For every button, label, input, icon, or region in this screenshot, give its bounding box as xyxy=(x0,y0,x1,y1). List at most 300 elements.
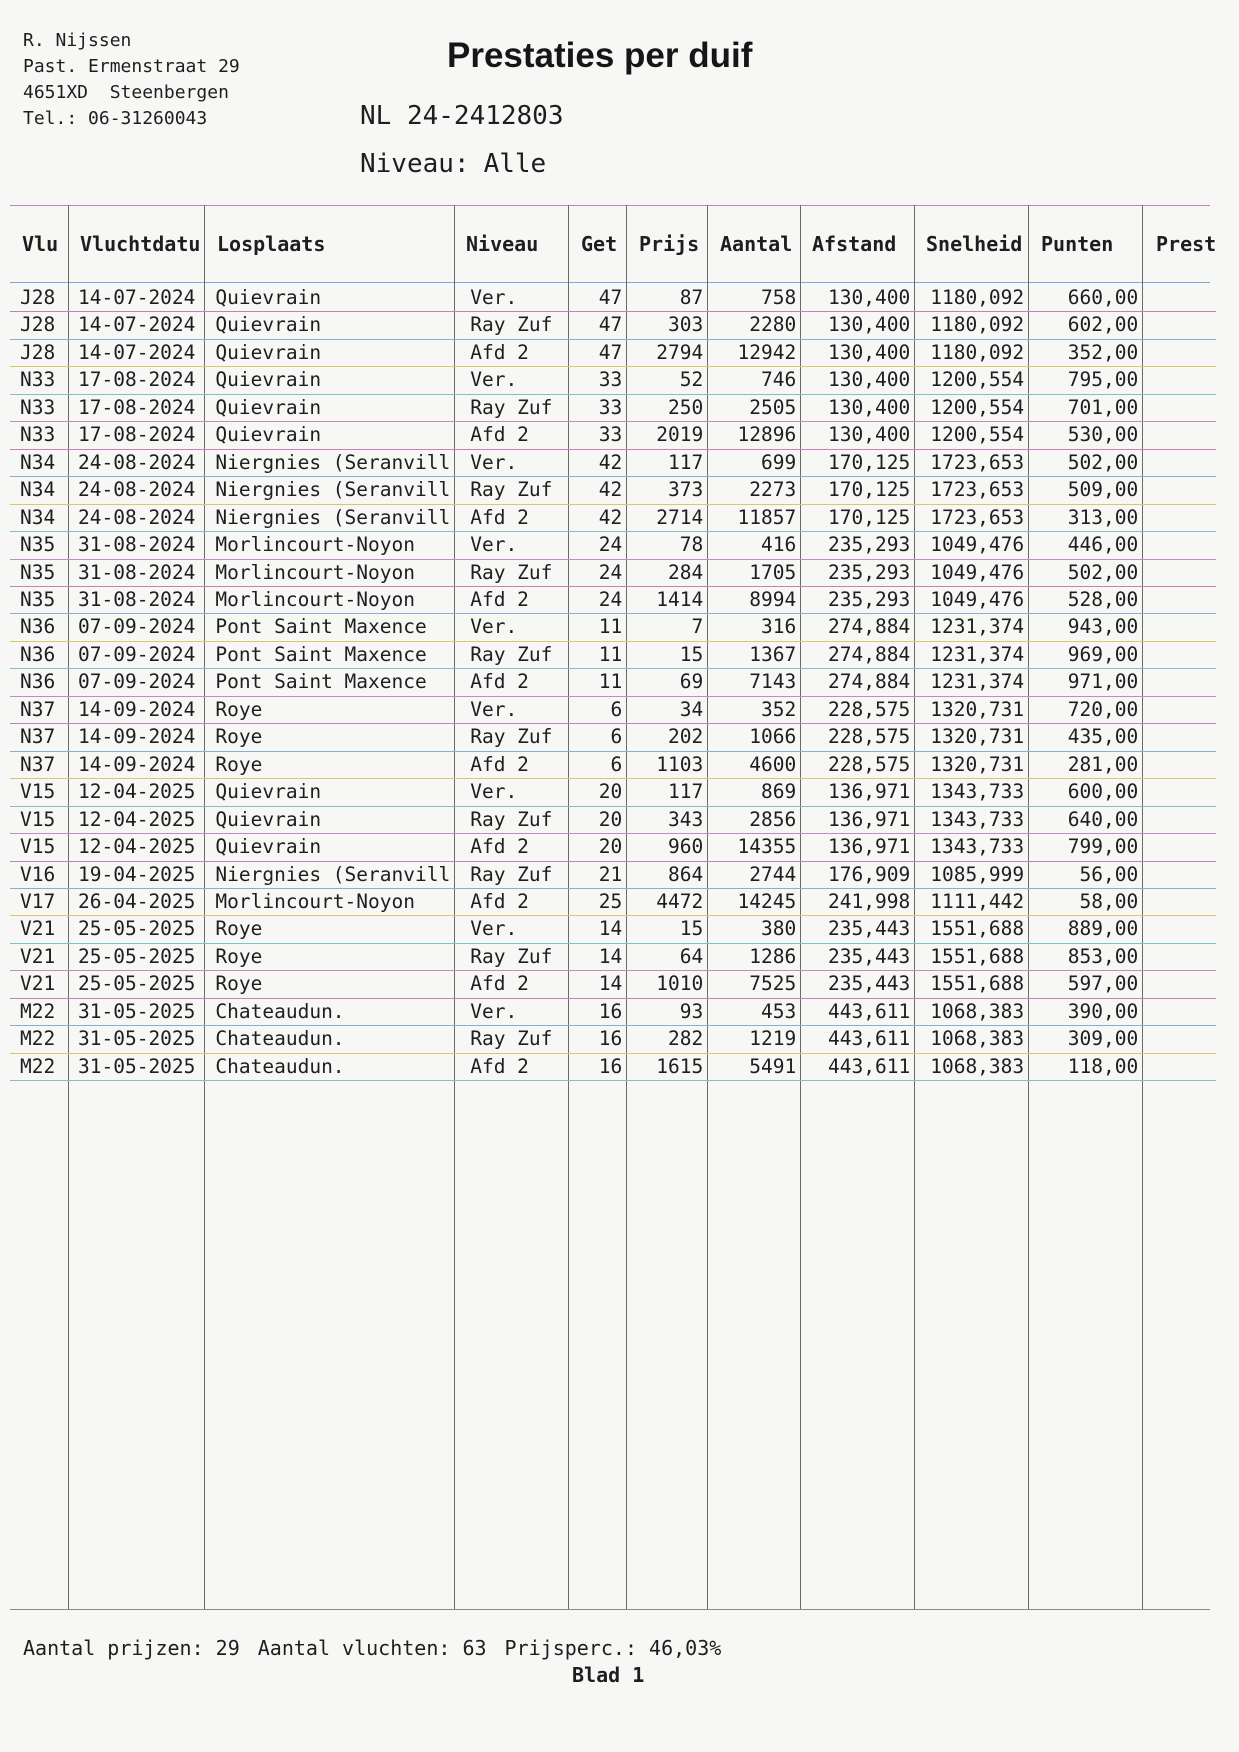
cell-level: Ver. xyxy=(460,532,574,559)
cell-place: Quievrain xyxy=(205,422,460,449)
cell-level: Ray Zuf xyxy=(460,312,574,339)
cell-date: 12-04-2025 xyxy=(68,779,205,806)
cell-place: Chateaudun. xyxy=(205,1026,460,1053)
table-row xyxy=(10,285,1216,312)
cell-aantal: 2744 xyxy=(713,861,806,888)
cell-vlu: N36 xyxy=(10,669,68,696)
cell-prest xyxy=(1148,888,1216,915)
cell-afstand: 235,293 xyxy=(806,559,920,586)
cell-prest xyxy=(1148,367,1216,394)
cell-punten: 530,00 xyxy=(1034,422,1148,449)
cell-afstand: 170,125 xyxy=(806,504,920,531)
cell-snelheid: 1320,731 xyxy=(920,751,1034,778)
cell-prest xyxy=(1148,779,1216,806)
cell-aantal: 14355 xyxy=(713,834,806,861)
cell-date: 25-05-2025 xyxy=(68,943,205,970)
cell-get: 11 xyxy=(574,614,632,641)
cell-prijs: 69 xyxy=(632,669,713,696)
cell-punten: 509,00 xyxy=(1034,477,1148,504)
cell-date: 12-04-2025 xyxy=(68,806,205,833)
cell-prest xyxy=(1148,971,1216,998)
cell-prijs: 15 xyxy=(632,916,713,943)
cell-vlu: N35 xyxy=(10,559,68,586)
cell-place: Quievrain xyxy=(205,285,460,312)
cell-afstand: 228,575 xyxy=(806,751,920,778)
col-header-prest: Prest xyxy=(1156,232,1217,256)
cell-level: Ray Zuf xyxy=(460,806,574,833)
cell-snelheid: 1200,554 xyxy=(920,422,1034,449)
cell-afstand: 274,884 xyxy=(806,614,920,641)
prize-count: Aantal prijzen: 29 xyxy=(23,1636,240,1660)
cell-prijs: 1010 xyxy=(632,971,713,998)
cell-vlu: V21 xyxy=(10,971,68,998)
cell-prest xyxy=(1148,559,1216,586)
cell-date: 31-08-2024 xyxy=(68,532,205,559)
cell-afstand: 170,125 xyxy=(806,477,920,504)
cell-aantal: 380 xyxy=(713,916,806,943)
cell-level: Afd 2 xyxy=(460,971,574,998)
cell-prijs: 117 xyxy=(632,779,713,806)
cell-place: Niergnies (Seranvill xyxy=(205,504,460,531)
cell-place: Quievrain xyxy=(205,394,460,421)
cell-snelheid: 1180,092 xyxy=(920,339,1034,366)
col-header-prijs: Prijs xyxy=(639,232,700,256)
cell-date: 24-08-2024 xyxy=(68,504,205,531)
cell-aantal: 2280 xyxy=(713,312,806,339)
cell-snelheid: 1068,383 xyxy=(920,1026,1034,1053)
cell-get: 47 xyxy=(574,339,632,366)
cell-level: Ver. xyxy=(460,998,574,1025)
cell-afstand: 274,884 xyxy=(806,669,920,696)
prize-percentage: Prijsperc.: 46,03% xyxy=(504,1636,722,1660)
cell-prest xyxy=(1148,861,1216,888)
sender-address xyxy=(23,28,240,132)
col-header-aantal: Aantal xyxy=(720,232,793,256)
cell-prest xyxy=(1148,943,1216,970)
cell-prest xyxy=(1148,916,1216,943)
cell-get: 20 xyxy=(574,779,632,806)
table-row xyxy=(10,751,1216,778)
cell-punten: 640,00 xyxy=(1034,806,1148,833)
table-row xyxy=(10,312,1216,339)
cell-vlu: N35 xyxy=(10,532,68,559)
cell-punten: 795,00 xyxy=(1034,367,1148,394)
table-row xyxy=(10,1026,1216,1053)
cell-punten: 352,00 xyxy=(1034,339,1148,366)
cell-punten: 502,00 xyxy=(1034,449,1148,476)
cell-aantal: 5491 xyxy=(713,1053,806,1080)
cell-get: 20 xyxy=(574,834,632,861)
cell-snelheid: 1343,733 xyxy=(920,806,1034,833)
cell-aantal: 2505 xyxy=(713,394,806,421)
cell-get: 14 xyxy=(574,971,632,998)
cell-prest xyxy=(1148,614,1216,641)
table-row xyxy=(10,339,1216,366)
table-row xyxy=(10,641,1216,668)
cell-date: 12-04-2025 xyxy=(68,834,205,861)
table-row xyxy=(10,586,1216,613)
cell-punten: 660,00 xyxy=(1034,285,1148,312)
cell-afstand: 235,293 xyxy=(806,586,920,613)
cell-snelheid: 1723,653 xyxy=(920,504,1034,531)
cell-aantal: 746 xyxy=(713,367,806,394)
cell-vlu: N37 xyxy=(10,724,68,751)
cell-get: 24 xyxy=(574,586,632,613)
cell-place: Quievrain xyxy=(205,806,460,833)
cell-prijs: 864 xyxy=(632,861,713,888)
cell-punten: 971,00 xyxy=(1034,669,1148,696)
cell-aantal: 699 xyxy=(713,449,806,476)
col-header-snelheid: Snelheid xyxy=(926,232,1023,256)
cell-snelheid: 1049,476 xyxy=(920,559,1034,586)
table-row xyxy=(10,834,1216,861)
cell-snelheid: 1049,476 xyxy=(920,532,1034,559)
cell-punten: 502,00 xyxy=(1034,559,1148,586)
cell-place: Roye xyxy=(205,696,460,723)
cell-afstand: 235,293 xyxy=(806,532,920,559)
cell-snelheid: 1551,688 xyxy=(920,916,1034,943)
cell-level: Ray Zuf xyxy=(460,724,574,751)
table-row xyxy=(10,806,1216,833)
cell-aantal: 2273 xyxy=(713,477,806,504)
cell-level: Ray Zuf xyxy=(460,1026,574,1053)
cell-date: 31-05-2025 xyxy=(68,1026,205,1053)
cell-aantal: 1219 xyxy=(713,1026,806,1053)
cell-vlu: J28 xyxy=(10,339,68,366)
cell-aantal: 7143 xyxy=(713,669,806,696)
cell-place: Chateaudun. xyxy=(205,1053,460,1080)
cell-punten: 446,00 xyxy=(1034,532,1148,559)
cell-prest xyxy=(1148,504,1216,531)
table-row xyxy=(10,724,1216,751)
cell-afstand: 136,971 xyxy=(806,779,920,806)
cell-level: Ver. xyxy=(460,367,574,394)
cell-punten: 799,00 xyxy=(1034,834,1148,861)
cell-level: Afd 2 xyxy=(460,586,574,613)
cell-prijs: 78 xyxy=(632,532,713,559)
cell-vlu: N33 xyxy=(10,367,68,394)
cell-date: 07-09-2024 xyxy=(68,641,205,668)
cell-prest xyxy=(1148,532,1216,559)
cell-prest xyxy=(1148,312,1216,339)
cell-aantal: 14245 xyxy=(713,888,806,915)
cell-prijs: 7 xyxy=(632,614,713,641)
table-top-rule xyxy=(10,205,1210,206)
cell-prijs: 4472 xyxy=(632,888,713,915)
cell-punten: 313,00 xyxy=(1034,504,1148,531)
cell-prijs: 93 xyxy=(632,998,713,1025)
level-value: Alle xyxy=(483,149,547,179)
col-header-punten: Punten xyxy=(1041,232,1114,256)
cell-snelheid: 1200,554 xyxy=(920,394,1034,421)
cell-snelheid: 1111,442 xyxy=(920,888,1034,915)
cell-get: 20 xyxy=(574,806,632,833)
table-row xyxy=(10,943,1216,970)
cell-place: Quievrain xyxy=(205,367,460,394)
cell-prijs: 282 xyxy=(632,1026,713,1053)
cell-punten: 281,00 xyxy=(1034,751,1148,778)
cell-snelheid: 1320,731 xyxy=(920,724,1034,751)
cell-afstand: 130,400 xyxy=(806,394,920,421)
cell-place: Morlincourt-Noyon xyxy=(205,559,460,586)
cell-place: Quievrain xyxy=(205,834,460,861)
cell-aantal: 12942 xyxy=(713,339,806,366)
cell-prest xyxy=(1148,1026,1216,1053)
cell-date: 26-04-2025 xyxy=(68,888,205,915)
cell-prijs: 1414 xyxy=(632,586,713,613)
cell-aantal: 758 xyxy=(713,285,806,312)
cell-date: 17-08-2024 xyxy=(68,394,205,421)
cell-punten: 701,00 xyxy=(1034,394,1148,421)
cell-prest xyxy=(1148,834,1216,861)
cell-aantal: 2856 xyxy=(713,806,806,833)
cell-place: Quievrain xyxy=(205,779,460,806)
cell-snelheid: 1551,688 xyxy=(920,943,1034,970)
cell-prest xyxy=(1148,751,1216,778)
cell-punten: 969,00 xyxy=(1034,641,1148,668)
level-line xyxy=(360,149,560,179)
cell-prijs: 64 xyxy=(632,943,713,970)
cell-prest xyxy=(1148,422,1216,449)
cell-prijs: 2714 xyxy=(632,504,713,531)
cell-aantal: 1705 xyxy=(713,559,806,586)
cell-level: Afd 2 xyxy=(460,339,574,366)
cell-afstand: 130,400 xyxy=(806,312,920,339)
cell-prest xyxy=(1148,1053,1216,1080)
cell-punten: 720,00 xyxy=(1034,696,1148,723)
cell-afstand: 136,971 xyxy=(806,834,920,861)
cell-prijs: 2794 xyxy=(632,339,713,366)
col-header-level: Niveau xyxy=(466,232,539,256)
cell-aantal: 1066 xyxy=(713,724,806,751)
table-row xyxy=(10,669,1216,696)
cell-get: 24 xyxy=(574,532,632,559)
table-row xyxy=(10,422,1216,449)
cell-aantal: 1367 xyxy=(713,641,806,668)
cell-prijs: 1103 xyxy=(632,751,713,778)
cell-vlu: V16 xyxy=(10,861,68,888)
cell-vlu: N37 xyxy=(10,751,68,778)
cell-vlu: N36 xyxy=(10,641,68,668)
cell-snelheid: 1068,383 xyxy=(920,1053,1034,1080)
level-label: Niveau: xyxy=(360,149,470,179)
cell-prest xyxy=(1148,449,1216,476)
cell-aantal: 11857 xyxy=(713,504,806,531)
cell-aantal: 1286 xyxy=(713,943,806,970)
cell-level: Afd 2 xyxy=(460,834,574,861)
cell-afstand: 136,971 xyxy=(806,806,920,833)
cell-snelheid: 1551,688 xyxy=(920,971,1034,998)
cell-place: Pont Saint Maxence xyxy=(205,614,460,641)
cell-get: 14 xyxy=(574,916,632,943)
cell-prest xyxy=(1148,394,1216,421)
cell-get: 16 xyxy=(574,998,632,1025)
sender-city: 4651XD Steenbergen xyxy=(23,82,229,103)
summary-line xyxy=(23,1636,739,1660)
table-row xyxy=(10,998,1216,1025)
cell-level: Ver. xyxy=(460,285,574,312)
cell-level: Ver. xyxy=(460,696,574,723)
cell-snelheid: 1343,733 xyxy=(920,834,1034,861)
cell-date: 25-05-2025 xyxy=(68,916,205,943)
cell-get: 16 xyxy=(574,1053,632,1080)
cell-vlu: N33 xyxy=(10,422,68,449)
table-row xyxy=(10,614,1216,641)
table-row xyxy=(10,779,1216,806)
cell-prijs: 2019 xyxy=(632,422,713,449)
cell-afstand: 130,400 xyxy=(806,367,920,394)
cell-prest xyxy=(1148,669,1216,696)
cell-punten: 597,00 xyxy=(1034,971,1148,998)
cell-prest xyxy=(1148,641,1216,668)
cell-get: 42 xyxy=(574,504,632,531)
cell-punten: 58,00 xyxy=(1034,888,1148,915)
cell-place: Chateaudun. xyxy=(205,998,460,1025)
cell-date: 25-05-2025 xyxy=(68,971,205,998)
cell-date: 07-09-2024 xyxy=(68,669,205,696)
cell-aantal: 8994 xyxy=(713,586,806,613)
cell-punten: 390,00 xyxy=(1034,998,1148,1025)
cell-place: Morlincourt-Noyon xyxy=(205,888,460,915)
cell-punten: 118,00 xyxy=(1034,1053,1148,1080)
cell-place: Niergnies (Seranvill xyxy=(205,477,460,504)
cell-punten: 56,00 xyxy=(1034,861,1148,888)
cell-afstand: 274,884 xyxy=(806,641,920,668)
cell-date: 24-08-2024 xyxy=(68,477,205,504)
cell-level: Ray Zuf xyxy=(460,477,574,504)
header-rule xyxy=(10,282,1210,283)
cell-place: Morlincourt-Noyon xyxy=(205,532,460,559)
cell-place: Roye xyxy=(205,943,460,970)
cell-vlu: V15 xyxy=(10,806,68,833)
cell-vlu: N34 xyxy=(10,477,68,504)
cell-punten: 943,00 xyxy=(1034,614,1148,641)
cell-place: Pont Saint Maxence xyxy=(205,641,460,668)
cell-snelheid: 1231,374 xyxy=(920,614,1034,641)
cell-get: 33 xyxy=(574,367,632,394)
cell-snelheid: 1068,383 xyxy=(920,998,1034,1025)
cell-prest xyxy=(1148,285,1216,312)
cell-vlu: V17 xyxy=(10,888,68,915)
cell-prijs: 1615 xyxy=(632,1053,713,1080)
cell-get: 25 xyxy=(574,888,632,915)
cell-punten: 602,00 xyxy=(1034,312,1148,339)
cell-level: Afd 2 xyxy=(460,422,574,449)
table-row xyxy=(10,916,1216,943)
table-row xyxy=(10,861,1216,888)
cell-get: 6 xyxy=(574,751,632,778)
cell-afstand: 235,443 xyxy=(806,971,920,998)
cell-date: 14-09-2024 xyxy=(68,724,205,751)
cell-punten: 309,00 xyxy=(1034,1026,1148,1053)
cell-get: 6 xyxy=(574,724,632,751)
cell-afstand: 228,575 xyxy=(806,724,920,751)
table-row xyxy=(10,477,1216,504)
cell-snelheid: 1723,653 xyxy=(920,477,1034,504)
table-row xyxy=(10,971,1216,998)
cell-prest xyxy=(1148,806,1216,833)
cell-level: Afd 2 xyxy=(460,1053,574,1080)
table-row xyxy=(10,532,1216,559)
cell-place: Quievrain xyxy=(205,312,460,339)
cell-prijs: 303 xyxy=(632,312,713,339)
cell-snelheid: 1180,092 xyxy=(920,312,1034,339)
cell-vlu: V15 xyxy=(10,779,68,806)
cell-snelheid: 1085,999 xyxy=(920,861,1034,888)
cell-afstand: 170,125 xyxy=(806,449,920,476)
cell-get: 24 xyxy=(574,559,632,586)
cell-place: Roye xyxy=(205,751,460,778)
cell-vlu: N34 xyxy=(10,504,68,531)
cell-vlu: M22 xyxy=(10,998,68,1025)
table-row xyxy=(10,367,1216,394)
cell-date: 14-07-2024 xyxy=(68,312,205,339)
cell-snelheid: 1231,374 xyxy=(920,641,1034,668)
table-row xyxy=(10,1053,1216,1080)
table-row xyxy=(10,504,1216,531)
cell-punten: 600,00 xyxy=(1034,779,1148,806)
cell-afstand: 443,611 xyxy=(806,998,920,1025)
cell-date: 31-05-2025 xyxy=(68,1053,205,1080)
cell-level: Ray Zuf xyxy=(460,394,574,421)
cell-aantal: 316 xyxy=(713,614,806,641)
cell-place: Morlincourt-Noyon xyxy=(205,586,460,613)
col-header-date: Vluchtdatu xyxy=(80,232,201,256)
cell-level: Ray Zuf xyxy=(460,641,574,668)
cell-prest xyxy=(1148,724,1216,751)
cell-level: Ray Zuf xyxy=(460,559,574,586)
cell-get: 47 xyxy=(574,312,632,339)
cell-prijs: 52 xyxy=(632,367,713,394)
cell-date: 24-08-2024 xyxy=(68,449,205,476)
cell-aantal: 416 xyxy=(713,532,806,559)
cell-place: Quievrain xyxy=(205,339,460,366)
table-row xyxy=(10,888,1216,915)
cell-punten: 889,00 xyxy=(1034,916,1148,943)
table-row xyxy=(10,559,1216,586)
cell-vlu: V15 xyxy=(10,834,68,861)
cell-level: Afd 2 xyxy=(460,669,574,696)
cell-date: 14-09-2024 xyxy=(68,751,205,778)
cell-date: 14-07-2024 xyxy=(68,339,205,366)
cell-prest xyxy=(1148,339,1216,366)
cell-vlu: N37 xyxy=(10,696,68,723)
cell-place: Niergnies (Seranvill xyxy=(205,449,460,476)
cell-level: Ver. xyxy=(460,614,574,641)
cell-vlu: M22 xyxy=(10,1053,68,1080)
page-number: Blad 1 xyxy=(572,1663,645,1687)
cell-date: 31-05-2025 xyxy=(68,998,205,1025)
cell-prijs: 34 xyxy=(632,696,713,723)
cell-vlu: N33 xyxy=(10,394,68,421)
cell-prijs: 117 xyxy=(632,449,713,476)
cell-vlu: N35 xyxy=(10,586,68,613)
cell-afstand: 130,400 xyxy=(806,339,920,366)
cell-vlu: N34 xyxy=(10,449,68,476)
ring-number: NL 24-2412803 xyxy=(360,101,564,131)
col-header-place: Losplaats xyxy=(217,232,326,256)
cell-aantal: 453 xyxy=(713,998,806,1025)
cell-aantal: 7525 xyxy=(713,971,806,998)
cell-date: 07-09-2024 xyxy=(68,614,205,641)
cell-vlu: J28 xyxy=(10,285,68,312)
cell-vlu: M22 xyxy=(10,1026,68,1053)
cell-date: 17-08-2024 xyxy=(68,367,205,394)
table-row xyxy=(10,696,1216,723)
cell-snelheid: 1231,374 xyxy=(920,669,1034,696)
cell-level: Afd 2 xyxy=(460,888,574,915)
cell-get: 11 xyxy=(574,641,632,668)
